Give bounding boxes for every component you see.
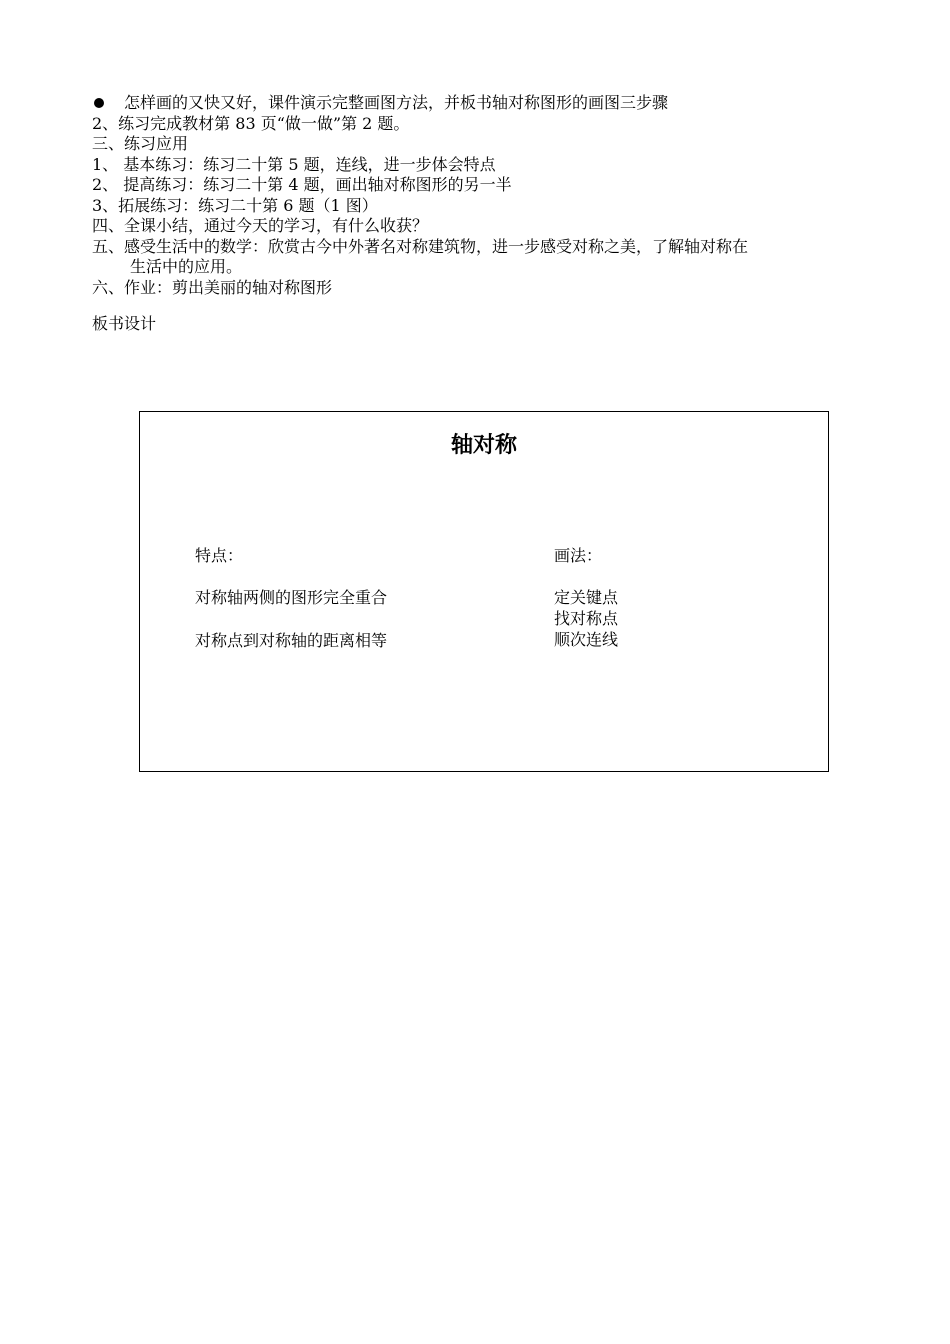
section-heading: 三、练习应用	[92, 134, 189, 153]
text-line-continuation: 生活中的应用。	[130, 257, 243, 276]
features-heading: 特点：	[195, 546, 244, 565]
feature-item: 对称点到对称轴的距离相等	[195, 631, 388, 650]
method-heading: 画法：	[554, 546, 603, 565]
board-design-box	[139, 411, 829, 772]
bullet-dot-icon	[94, 98, 104, 108]
method-step: 找对称点	[554, 609, 619, 628]
features-column	[195, 545, 387, 651]
bullet-text: 怎样画的又快又好，课件演示完整画图方法，并板书轴对称图形的画图三步骤	[124, 93, 669, 112]
board-design-heading: 板书设计	[92, 314, 157, 333]
feature-item: 对称轴两侧的图形完全重合	[195, 588, 388, 607]
bullet-item	[92, 93, 882, 114]
lesson-text	[92, 93, 882, 298]
section-heading: 五、感受生活中的数学：欣赏古今中外著名对称建筑物，进一步感受对称之美，了解轴对称在	[92, 236, 749, 256]
text-line: 2、练习完成教材第 83 页“做一做”第 2 题。	[92, 113, 410, 133]
method-step: 顺次连线	[554, 630, 619, 649]
section-heading: 四、全课小结，通过今天的学习，有什么收获？	[92, 216, 429, 235]
text-line: 1、 基本练习：练习二十第 5 题，连线，进一步体会特点	[92, 154, 496, 174]
board-title: 轴对称	[450, 433, 517, 458]
method-column	[554, 545, 618, 650]
section-heading: 六、作业：剪出美丽的轴对称图形	[92, 277, 333, 297]
text-line: 3、拓展练习：练习二十第 6 题（1 图）	[92, 195, 378, 215]
method-step: 定关键点	[554, 588, 619, 607]
text-line: 2、 提高练习：练习二十第 4 题，画出轴对称图形的另一半	[92, 175, 512, 194]
